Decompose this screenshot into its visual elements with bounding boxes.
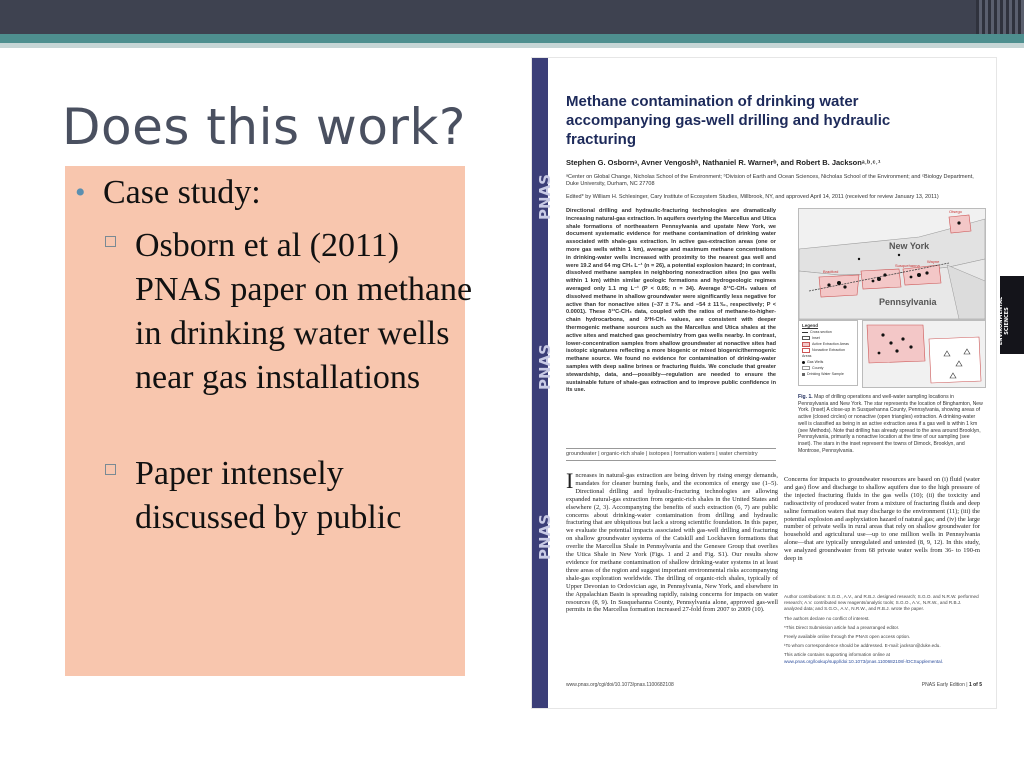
figure-caption-text: Map of drilling operations and well-water sampling locations in Pennsylvania and New York. The star represents the location of Binghamton, New York. (Inset) A close-up in Susquehanna County, Pennsylvania, showing areas of active (closed circles) or nonactive (open triangles) extraction. A drinking-water well is classified as being in an active extraction area if a gas well is within 1 km (see Methods). Note that drilling has already spread to the area around Brooklyn, Pennsylvania, primarily a nonactive location at the time of our sampling (see inset). The stars in the inset represent the towns of Dimock, Brooklyn, and Montrose, Pennsylvania.	[798, 394, 983, 454]
bullet-content-box	[65, 166, 473, 676]
footnote: Author contributions: S.G.O., A.V., and R.B.J. designed research; S.G.O. and N.R.W. performed research; A.V. contributed new reagents/analytic tools; S.G.O., A.V., N.R.W., and R.B.J. analyzed data; and S.G.O., A.V., N.R.W., and R.B.J. wrote the paper.	[784, 594, 979, 612]
figure-legend	[798, 320, 858, 386]
legend-item-label: Gas Wells	[807, 360, 824, 364]
header-accent-line	[0, 43, 1024, 48]
gas-well-swatch	[802, 361, 805, 364]
paper-edited-by: Edited* by William H. Schlesinger, Cary Institute of Ecosystem Studies, Millbrook, NY, and approved April 14, 2011 (received for review January 13, 2011)	[566, 194, 939, 200]
supporting-text: This article contains supporting information online at	[784, 652, 890, 658]
paper-body-right: Concerns for impacts to groundwater resources are based on (i) fluid (water and gas) flow and discharge to shallow aquifers due to the high pressure of the injected fracturing fluids in the gas wells (10); (ii) the toxicity and radioactivity of produced water from a mixture of fracturing fluids and deep saline formation waters that may discharge to the environment (11); (iii) the potential explosion and asphyxiation hazard of natural gas; and (iv) the large number of private wells in rural areas that rely on shallow groundwater for household and agricultural use—up to one million wells in Pennsylvania alone—that are typically unregulated and untested (8, 9, 12). In this study, we analyzed groundwater from 68 private water wells from 36- to 190-m deep in	[784, 476, 980, 563]
water-sample-swatch	[802, 373, 805, 376]
map-label: Pennsylvania	[879, 297, 937, 307]
paper-image	[532, 58, 996, 708]
legend-item-label: Nonactive Extraction Areas	[802, 348, 845, 358]
slide-title: Does this work?	[62, 98, 466, 156]
figure-map	[798, 208, 986, 320]
legend-item-label: Cross section	[810, 330, 832, 334]
body-left-text: ncreases in natural-gas extraction are being driven by rising energy demands, mandates for cleaner burning fuels, and the economics of energy use (1–5). Directional drilling and hydraulic-fracturing technologies are allowing expanded natural-gas extraction from organic-rich shales in the United States and elsewhere (2, 3). Accompanying the benefits of such extraction (6, 7) are public concerns about drinking-water contamination from drilling and hydraulic fracturing that are ubiquitous but lack a strong scientific foundation. In this paper, we evaluate the potential impacts associated with gas-well drilling and fracturing on shallow groundwater systems of the Catskill and Lockhaven formations that overlie the Marcellus Shale in Pennsylvania and the Genesee Group that overlies the Utica Shale in New York (Figs. 1 and 2 and Fig. S1). Our results show evidence for methane contamination of shallow drinking-water systems in at least three areas of the region and suggest important environmental risks accompanying shale-gas exploration worldwide. The drilling of organic-rich shales, typically of Upper Devonian to Ordovician age, in Pennsylvania, New York, and elsewhere in the Appalachian Basin is spreading rapidly, raising concerns for impacts on water resources (8, 9). In Susquehanna County, Pennsylvania alone, approved gas-well permits in the Marcellus formation increased 27-fold from 2007 to 2009 (10).	[566, 472, 778, 614]
map-label: New York	[889, 241, 930, 251]
footnote: ¹To whom correspondence should be addressed. E-mail: jackson@duke.edu.	[784, 643, 941, 649]
header-stripe-decoration	[976, 0, 1024, 34]
map-label: Wayne	[927, 259, 940, 264]
figure-caption	[798, 394, 984, 454]
environmental-sciences-tab	[1000, 276, 1024, 354]
side-tab-line: SCIENCES	[1004, 307, 1010, 335]
side-tab-line: ENVIRONMENTAL	[998, 296, 1004, 346]
active-area-swatch	[802, 342, 810, 347]
footnote: *This Direct Submission article had a prearranged editor.	[784, 624, 900, 630]
page-number: 1 of 5	[968, 682, 982, 688]
legend-item-label: Inset	[812, 336, 820, 340]
spine-word: PNAS	[535, 174, 554, 220]
drop-cap: I	[566, 472, 574, 493]
paper-doi-footer: www.pnas.org/cgi/doi/10.1073/pnas.1100682108	[566, 682, 674, 688]
bullet-dot-icon: •	[75, 176, 86, 209]
map-label: Bradford	[823, 269, 839, 274]
figure-caption-label: Fig. 1.	[798, 394, 813, 400]
cross-section-swatch	[802, 332, 808, 333]
supporting-link[interactable]: www.pnas.org/lookup/suppl/doi:10.1073/pnas.1100682108/-/DCSupplemental.	[784, 658, 944, 664]
spine-word: PNAS	[535, 514, 554, 560]
legend-item-label: Active Extraction Areas	[812, 342, 849, 346]
map-label: Otsego	[949, 209, 962, 214]
sub-bullet-text: Osborn et al (2011) PNAS paper on methane in drinking water wells near gas installations	[135, 227, 473, 396]
footnote: The authors declare no conflict of interest.	[784, 615, 870, 621]
paper-footnotes	[784, 594, 980, 668]
legend-title: Legend	[802, 323, 819, 328]
legend-item	[802, 347, 854, 359]
square-bullet-icon	[105, 464, 116, 475]
legend-item-label: County	[812, 366, 824, 370]
legend-item-label: Drinking Water Sample	[807, 372, 844, 376]
footnote	[784, 652, 980, 664]
header-accent-bar	[0, 34, 1024, 43]
paper-page-footer: PNAS Early Edition | 1 of 5	[921, 682, 982, 688]
top-header-bar	[0, 0, 1024, 34]
paper-title: Methane contamination of drinking water accompanying gas-well drilling and hydraulic fracturing	[566, 93, 891, 148]
figure-inset-map	[862, 320, 986, 388]
side-tab-label	[998, 297, 1010, 345]
paper-abstract: Directional drilling and hydraulic-fracturing technologies are dramatically increasing natural-gas extraction. In aquifers overlying the Marcellus and Utica shale formations of northeastern Pennsylvania and upstate New York, we document systematic evidence for methane contamination of drinking water associated with shale-gas extraction. In active gas-extraction areas (one or more gas wells within 1 km), average and maximum methane concentrations in drinking-water wells increased with proximity to the nearest gas well and were 19.2 and 64 mg CH₄ L⁻¹ (n = 26), a potential explosion hazard; in contrast, dissolved methane samples in neighboring nonextraction sites (no gas wells within 1 km) within similar geologic formations and hydrogeologic regimes averaged only 1.1 mg L⁻¹ (P < 0.05; n = 34). Average δ¹³C-CH₄ values of dissolved methane in shallow groundwater were significantly less negative for active than for nonactive sites (−37 ± 7‰ and −54 ± 11‰, respectively; P < 0.0001). These δ¹³C-CH₄ data, coupled with the ratios of methane-to-higher-chain hydrocarbons, and δ²H-CH₄ values, are consistent with deeper thermogenic methane sources such as the Marcellus and Utica shales at the active sites and matched gas geochemistry from gas wells nearby. In contrast, lower-concentration samples from shallow groundwater at nonactive sites had isotopic signatures reflecting a more biogenic or mixed biogenic/thermogenic methane source. We found no evidence for contamination of drinking-water samples with deep saline brines or fracturing fluids. We conclude that greater stewardship, data, and—possibly—regulation are needed to ensure the sustainable future of shale-gas extraction and to improve public confidence in its use.	[566, 208, 776, 394]
county-swatch	[802, 366, 810, 370]
square-bullet-icon	[105, 236, 116, 247]
sub-bullet-text: Paper intensely discussed by public	[135, 455, 402, 536]
paper-affiliations: ᵃCenter on Global Change, Nicholas School of the Environment; ᵇDivision of Earth and Ocean Sciences, Nicholas School of the Environment; and ᶜBiology Department, Duke University, Durham, NC 27708	[566, 174, 974, 187]
paper-keywords: groundwater | organic-rich shale | isotopes | formation waters | water chemistry	[566, 448, 776, 461]
spine-word: PNAS	[535, 344, 554, 390]
legend-item	[802, 371, 854, 377]
inset-swatch	[802, 336, 810, 340]
bullet-text: Case study:	[103, 174, 261, 211]
nonactive-area-swatch	[802, 348, 810, 353]
footnote: Freely available online through the PNAS open access option.	[784, 634, 911, 640]
paper-body-left	[566, 472, 778, 682]
map-label: Susquehanna	[895, 263, 920, 268]
paper-authors: Stephen G. Osbornᵃ, Avner Vengoshᵇ, Nathaniel R. Warnerᵇ, and Robert B. Jacksonᵃ˒ᵇ˒ᶜ˒¹	[566, 158, 881, 167]
edition-label: PNAS Early Edition	[921, 682, 965, 688]
